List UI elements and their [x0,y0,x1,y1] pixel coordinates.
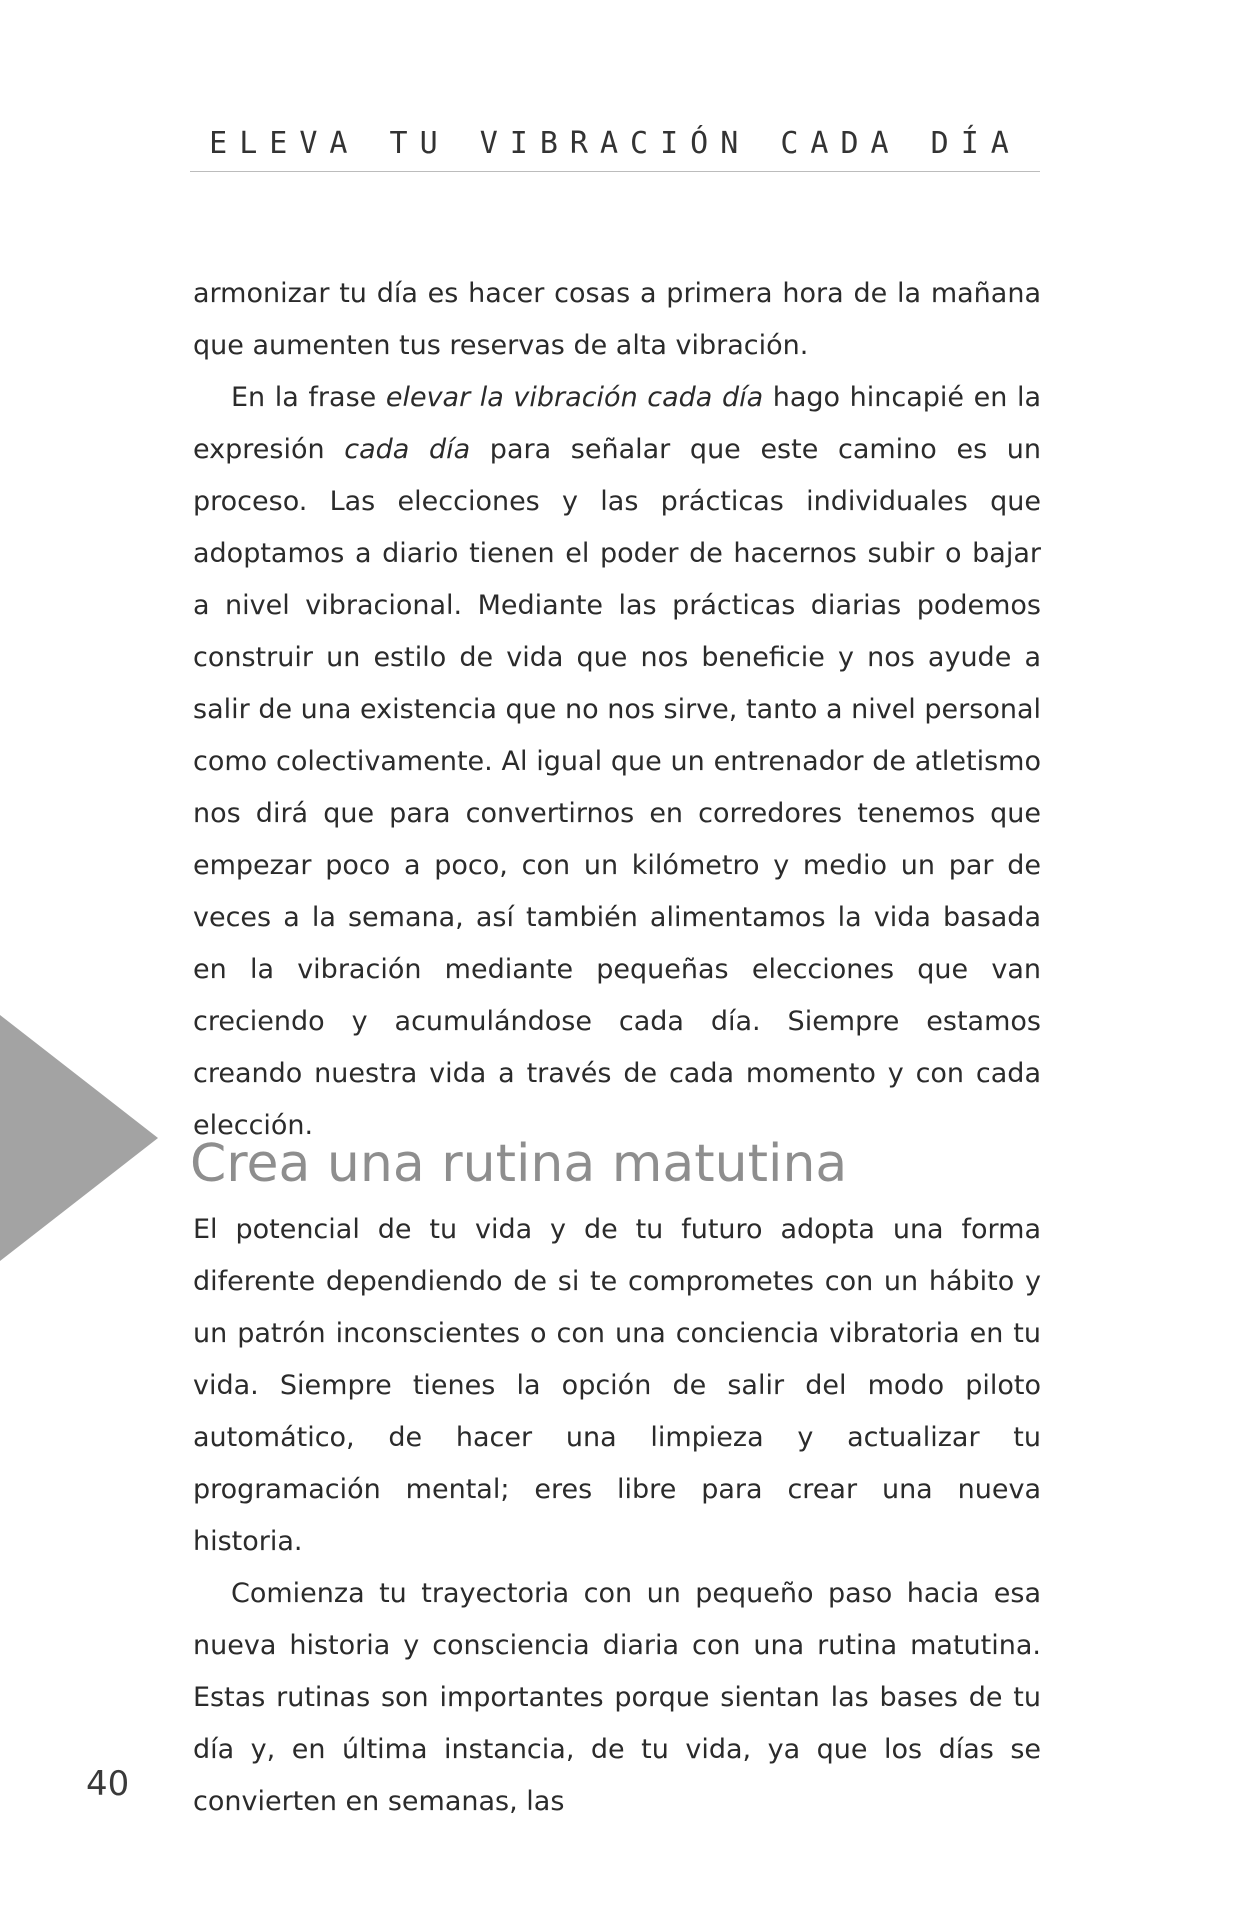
paragraph-text: En la frase [231,382,386,413]
paragraph-vibration-process [193,372,1041,1152]
body-text-section [193,1204,1041,1828]
body-text-top [193,268,1041,1152]
paragraph-potential: El potencial de tu vida y de tu futuro adopta una forma diferente dependiendo de si te comprometes con un hábito y un patrón inconscientes o con una conciencia vibratoria en tu vida. Siempre tienes la opción de salir del modo piloto automático, de hacer una limpieza y actualizar tu programación mental; eres libre para crear una nueva historia. [193,1214,1041,1557]
paragraph-text: hago hincapié en la expresión [193,382,1041,465]
triangle-marker-icon [0,1015,158,1261]
header-divider [190,171,1040,172]
running-header: ELEVA TU VIBRACIÓN CADA DÍA [209,126,1021,161]
paragraph-text: para señalar que este camino es un proceso. Las elecciones y las prácticas individuales que adoptamos a diario tienen el poder de hacernos subir o bajar a nivel vibracional. Mediante las prácticas diarias podemos construir un estilo de vida que nos beneficie y nos ayude a salir de una existencia que no nos sirve, tanto a nivel personal como colectivamente. Al igual que un entrenador de atletismo nos dirá que para convertirnos en corredores tenemos que empezar poco a poco, con un kilómetro y medio un par de veces a la semana, así también alimentamos la vida basada en la vibración mediante pequeñas elecciones que van creciendo y acumulándose cada día. Siempre estamos creando nuestra vida a través de cada momento y con cada elección. [193,434,1042,1141]
italic-phrase: cada día [344,434,471,465]
paragraph-morning-routine: Comienza tu trayectoria con un pequeño paso hacia esa nueva historia y consciencia diaria con una rutina matutina. Estas rutinas son importantes porque sientan las bases de tu día y, en última instancia, de tu vida, ya que los días se convierten en semanas, las [193,1578,1041,1817]
italic-phrase: elevar la vibración cada día [385,382,764,413]
paragraph-continued: armonizar tu día es hacer cosas a primera hora de la mañana que aumenten tus reservas de alta vibración. [193,278,1041,361]
page-number: 40 [86,1764,130,1804]
section-heading: Crea una rutina matutina [190,1134,848,1194]
